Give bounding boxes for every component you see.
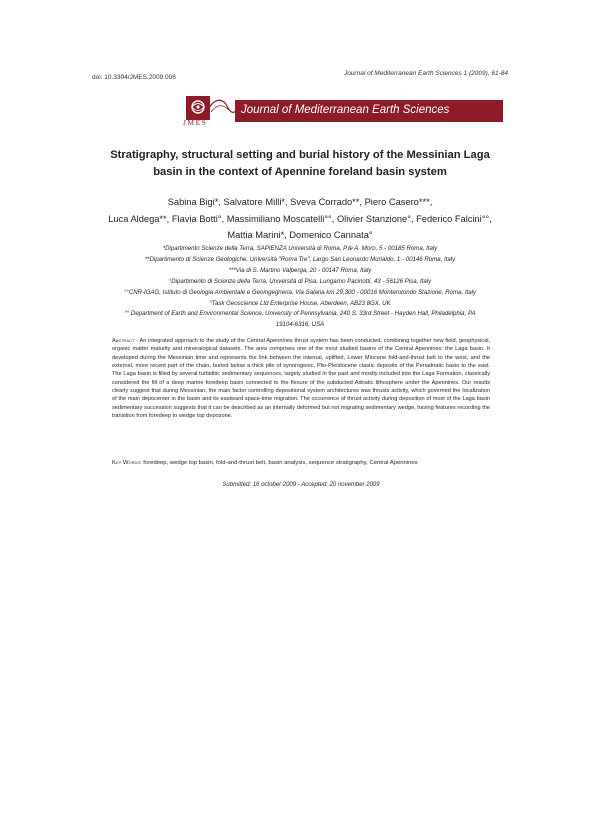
paper-title [80,147,520,181]
abstract-label: Abstract [112,338,135,344]
submission-dates: Submitted: 16 october 2009 - Accepted: 20 november 2009 [222,482,380,488]
journal-reference: Journal of Mediterranean Earth Sciences 1 (2009), 61-84 [343,70,508,77]
abstract [112,337,490,420]
author-line: Mattia Marini*, Domenico Cannata° [227,230,373,240]
affiliation-line: °Task Geoscience Ltd Enterprise House, Aberdeen, AB23 8GX, UK [209,299,391,307]
affiliation-line: ***Via di S. Martino Valperga, 20 - 00147 Roma, Italy [228,266,372,274]
author-line: Sabina Bigi*, Salvatore Milli*, Sveva Corrado**, Piero Casero***, [167,197,433,207]
affiliation-line: *Dipartimento Scienze della Terra, SAPIENZA Università di Roma, P.le A. Moro, 5 - 00185 Roma, Italy [162,245,438,252]
keywords [112,460,490,466]
affiliations [80,244,520,331]
title-line: basin in the context of Apennine foreland basin system [153,166,447,178]
author-list [70,194,530,244]
keywords-label: Key Words: [112,460,142,466]
affiliation-line: °°CNR-IGAG, Istituto di Geologia Ambientale e Geoingegneria, Via Salaria km 29,300 - 00016 Monterotondo Stazione, Roma, Italy [123,288,477,296]
title-line: Stratigraphy, structural setting and burial history of the Messinian Laga [110,149,490,161]
banner-bar [235,100,503,122]
keywords-text: foredeep, wedge top basin, fold-and-thrust belt, basin analysis, sequence stratigraphy, Central Apennines [143,460,418,466]
jmes-logo [183,96,237,128]
author-line: Luca Aldega**, Flavia Botti°, Massimiliano Moscatelli°°, Olivier Stanzione°, Federico Falcini°°, [108,213,492,224]
logo-text: JMES [183,118,208,127]
affiliation-line: °Dipartimento di Scienze della Terra, Università di Pisa, Lungarno Pacinotti, 43 - 56126 Pisa, Italy [168,277,432,285]
journal-banner [183,96,503,128]
doi-text: doi: 10.3304/JMES.2009.006 [92,74,176,81]
abstract-text: - An integrated approach to the study of the Central Apennines thrust system has been conducted, combining together new field, geophysical, organic matter maturity and mineralogical datasets. The area comprises one of the most studied basins of the Central Apennines: the Laga basin. It developed during the Messinian time and represents the link between the internal, uplifted, Lower Miocene fold-and-thrust belt to the west, and the external, more recent part of the chain, buried below a thick pile of synorogenic, Plio-Pleistocene clastic deposits of the Periadriatic basin to the east. The Laga basin is filled by several turbiditic sedimentary sequences, largely studied in the past and mostly included into the Laga Formation, classically considered the fill of a deep marine foredeep basin connected to the flexure of the subducted Adriatic lithosphere under the Apennines. Our results clearly suggest that during Messinian, the main factor controlling depositional system architectures was thrusts activity, which governed the localization of the main depocenter in the basin and its eastward space-time migration. The occurrence of thrust activity during deposition of most of the Laga basin sedimentary succession suggests that it can be described as an internally deformed but not migrating sedimentary wedge, having features recording the transition from foredeep to wedge top depozone. [112,338,491,420]
affiliation-line: °° Department of Earth and Environmental Science, University of Pennsylvania, 240 S. 33rd Street - Hayden Hall, Philadelphia, PA [124,310,476,318]
logo-mark-icon [186,96,210,120]
affiliation-line: **Dipartimento di Scienze Geologiche, Università "Roma Tre", Largo San Leonardo Murialdo, 1 - 00146 Roma, Italy [144,255,456,263]
affiliation-line: 19104-6316, USA [275,321,325,329]
journal-name: Journal of Mediterranean Earth Sciences [241,104,450,116]
